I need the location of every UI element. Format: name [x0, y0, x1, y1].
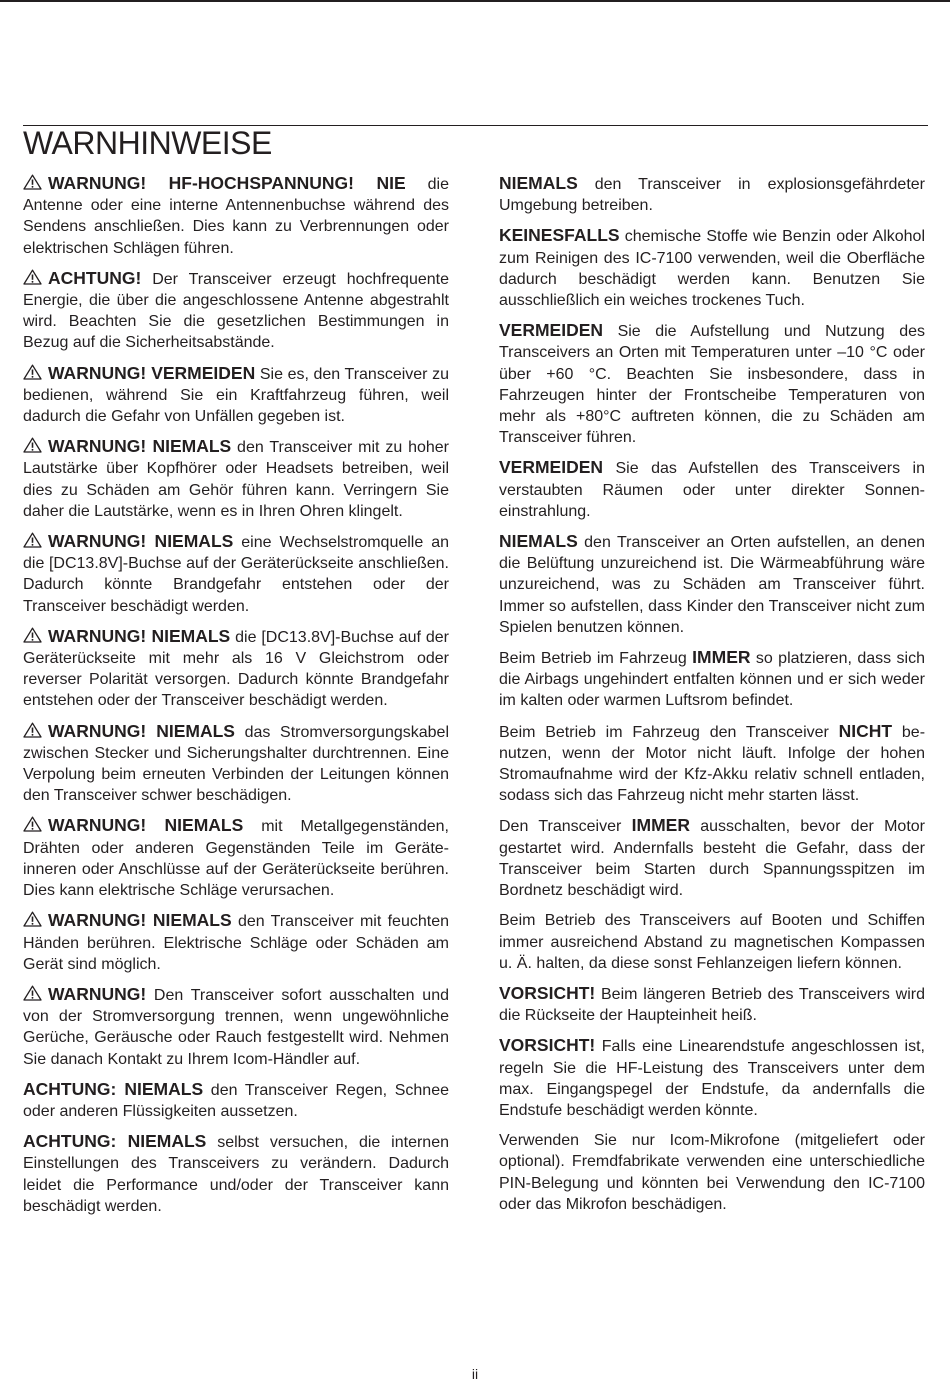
page-title: WARNHINWEISE [23, 125, 272, 161]
caution-keyword: ACHTUNG: NIEMALS [23, 1078, 204, 1099]
precaution-keyword: VERMEIDEN [499, 457, 604, 478]
warning-keyword: WARNUNG! VERMEIDEN [48, 362, 256, 383]
warning-triangle-icon [23, 987, 48, 1004]
caution-paragraph [23, 1131, 449, 1217]
precaution-keyword: IMMER [692, 647, 751, 668]
precaution-paragraph [499, 647, 925, 712]
precaution-text: chemische Stoffe wie Benzin oder Alkohol zum Reinigen des IC-7100 verwenden, weil die Oberfläche dadurch beschädigt werden kann. Benutzen Sie ausschließlich ein weiches trockenes Tuch. [499, 228, 925, 310]
precaution-text: Sie das Aufstellen des Transceivers in verstaubten Räumen oder unter direkter Sonneneinstrahlung. [499, 460, 925, 520]
precaution-paragraph [499, 531, 925, 638]
precaution-paragraph [499, 1035, 925, 1121]
precaution-lead-text: Den Transceiver [499, 818, 632, 836]
warning-paragraph [23, 173, 449, 259]
precaution-keyword: IMMER [631, 815, 690, 836]
warning-paragraph [23, 531, 449, 617]
warning-text: die Antenne oder eine interne Antennenbuchse während des Sendens anschließen. Dies kann zu Verbrennungen oder elektrischen Schlägen führen. [23, 176, 450, 257]
caution-text: den Transceiver Regen, Schnee oder anderen Flüssigkeiten aussetzen. [23, 1081, 449, 1120]
warning-triangle-icon [23, 439, 48, 456]
warning-keyword: WARNUNG! HF-HOCHSPANNUNG! NIE [48, 173, 406, 193]
warning-keyword: WARNUNG! NIEMALS [48, 625, 231, 646]
warning-triangle-icon [23, 629, 48, 646]
precaution-paragraph [499, 983, 925, 1026]
warning-text: den Transceiver mit zu hoher Lautstärke über Kopfhörer oder Headsets betreiben, weil dies zu Schäden am Gehör führen kann. Verringern Sie daher die Lautstärke, wenn es in Ihren Ohren klingelt. [23, 439, 449, 520]
caution-text: selbst versuchen, die internen Einstellungen des Transceivers zu verändern. Dadurch leidet die Performance und/oder der Transceiver kann beschädigt werden. [23, 1134, 449, 1215]
warning-paragraph [23, 626, 449, 712]
warning-paragraph [23, 436, 449, 522]
precaution-text: Verwenden Sie nur Icom-Mikrofone (mitgeliefert oder optional). Fremdfabrikate verwenden eine unterschiedliche PIN-Belegung und könnten bei Verwendung den IC-7100 oder das Mikrofon beschädigen. [499, 1132, 925, 1213]
warning-paragraph [23, 910, 449, 975]
warning-text: Den Transceiver sofort ausschalten und von der Stromversorgung trennen, wenn ungewöhnliche Gerüche, Geräusche oder Rauch festgestellt wird. Nehmen Sie danach Kontakt zu Ihrem Icom-Händler auf. [23, 986, 449, 1068]
precaution-text: den Transceiver an Orten aufstellen, an denen die Belüftung unzureichend ist. Die Wärmeabführung wäre unzureichend, was zu Schäden am Transceiver führt. Immer so aufstellen, dass Kinder den Transceiver nicht zum Spielen benutzen können. [499, 534, 925, 636]
warning-keyword: WARNUNG! NIEMALS [48, 531, 234, 552]
precaution-keyword: VERMEIDEN [499, 320, 604, 341]
warning-text: den Transceiver mit feuchten Händen berühren. Elektrische Schläge oder Schäden am Gerät sind möglich. [23, 913, 449, 973]
top-rule [0, 0, 950, 2]
warning-paragraph [23, 721, 449, 807]
precaution-paragraph [499, 815, 925, 901]
precaution-text: Beim Betrieb des Transceivers auf Booten und Schiffen immer ausreichend Abstand zu magnetischen Kompassen u. Ä. halten, da diese sonst Fehlanzeigen liefern können. [499, 912, 925, 972]
warning-keyword: WARNUNG! NIEMALS [48, 436, 232, 457]
precaution-keyword: VORSICHT! [499, 982, 596, 1003]
warning-triangle-icon [23, 913, 48, 930]
warning-paragraph [23, 268, 449, 354]
precaution-keyword: KEINESFALLS [499, 225, 620, 246]
warning-text: die [DC13.8V]-Buchse auf der Geräterückseite mit mehr als 16 V Gleichstrom oder reverser Polarität versorgen. Dadurch könnte Brandgefahr entstehen oder der Transceiver beschädigt werden. [23, 628, 449, 710]
precaution-keyword: VORSICHT! [499, 1035, 596, 1056]
precaution-paragraph [499, 1130, 925, 1215]
warning-keyword: WARNUNG! NIEMALS [48, 910, 232, 931]
warning-keyword: ACHTUNG! [48, 267, 142, 288]
warning-triangle-icon [23, 724, 48, 741]
warning-triangle-icon [23, 818, 48, 835]
precaution-lead-text: Beim Betrieb im Fahrzeug [499, 650, 693, 668]
precaution-paragraph [499, 910, 925, 974]
warning-keyword: WARNUNG! NIEMALS [48, 815, 244, 836]
warning-paragraph [23, 815, 449, 901]
precaution-paragraph [499, 457, 925, 522]
precaution-paragraph [499, 320, 925, 448]
precaution-text: so platzieren, dass sich die Airbags ungehindert entfalten können und er sich weder im kalten oder warmen Luftsrom befindet. [499, 650, 926, 710]
precaution-text: den Transceiver in explosionsgefährdeter Umgebung betreiben. [499, 176, 925, 215]
warning-text: mit Metallgegenständen, Drähten oder anderen Gegenständen Teile im Geräteinneren oder Anschlüsse auf der Geräterückseite berühren. Dies kann elektrische Schläge verursachen. [23, 818, 450, 900]
warning-paragraph [23, 984, 449, 1070]
warning-triangle-icon [23, 366, 48, 383]
right-column [499, 173, 925, 1224]
precaution-text: Sie die Aufstellung und Nutzung des Transceivers an Orten mit Temperaturen unter –10 °C oder über +60 °C. Beachten Sie insbesondere, dass in Fahrzeugen hinter der Frontscheibe Temperaturen von mehr als +80°C auftreten können, die zu Schäden am Transceiver führen. [499, 323, 925, 447]
warning-keyword: WARNUNG! [48, 983, 147, 1004]
warning-text: eine Wechselstromquelle an die [DC13.8V]-Buchse auf der Geräterückseite anschließen. Dadurch könnte Brandgefahr entstehen oder der Transceiver beschädigt werden. [23, 534, 449, 615]
caution-paragraph [23, 1079, 449, 1122]
warning-keyword: WARNUNG! NIEMALS [48, 720, 235, 741]
precaution-paragraph [499, 225, 925, 311]
precaution-paragraph [499, 173, 925, 216]
warning-triangle-icon [23, 271, 48, 288]
precaution-text: Falls eine Linearendstufe angeschlossen ist, regeln Sie die HF-Leistung des Transceivers unter dem max. Eingangspegel der Endstufe, da andernfalls die Endstufe beschädigt werden könnte. [499, 1038, 925, 1119]
precaution-keyword: NICHT [838, 720, 893, 741]
warning-triangle-icon [23, 176, 48, 193]
warning-triangle-icon [23, 534, 48, 551]
warning-text: Der Transceiver erzeugt hochfrequente Energie, die über die angeschlossene Antenne abgestrahlt wird. Beachten Sie die gesetzlichen Bestimmungen in Bezug auf die Sicherheitsabstände. [23, 270, 449, 352]
precaution-text: Beim längeren Betrieb des Transceivers wird die Rückseite der Haupteinheit heiß. [499, 985, 925, 1025]
precaution-paragraph [499, 721, 925, 807]
precaution-text: benutzen, wenn der Motor nicht läuft. Infolge der hohen Stromaufnahme wird der Kfz-Akku relativ schnell entladen, sodass sich das Fahrzeug nicht mehr starten lässt. [499, 723, 926, 805]
precaution-keyword: NIEMALS [499, 173, 578, 193]
warning-paragraph [23, 363, 449, 428]
page-number: ii [471, 1366, 479, 1382]
precaution-lead-text: Beim Betrieb im Fahrzeug den Transceiver [499, 723, 839, 741]
warning-text: das Stromversorgungskabel zwischen Stecker und Sicherungshalter durchtrennen. Eine Verpolung beim erneuten Verbinden der Leitungen können den Transceiver schwer beschädigen. [23, 723, 450, 805]
caution-keyword: ACHTUNG: NIEMALS [23, 1131, 207, 1152]
precaution-keyword: NIEMALS [499, 531, 578, 552]
warning-text: Sie es, den Transceiver zu bedienen, während Sie ein Kraftfahrzeug führen, weil dadurch die Gefahr von Unfällen gegeben ist. [23, 365, 450, 426]
left-column [23, 173, 449, 1226]
precaution-text: ausschalten, bevor der Motor gestartet wird. Andernfalls besteht die Gefahr, dass der Transceiver beim Starten durch Spannungsspitzen im Bordnetz beschädigt wird. [499, 818, 925, 900]
